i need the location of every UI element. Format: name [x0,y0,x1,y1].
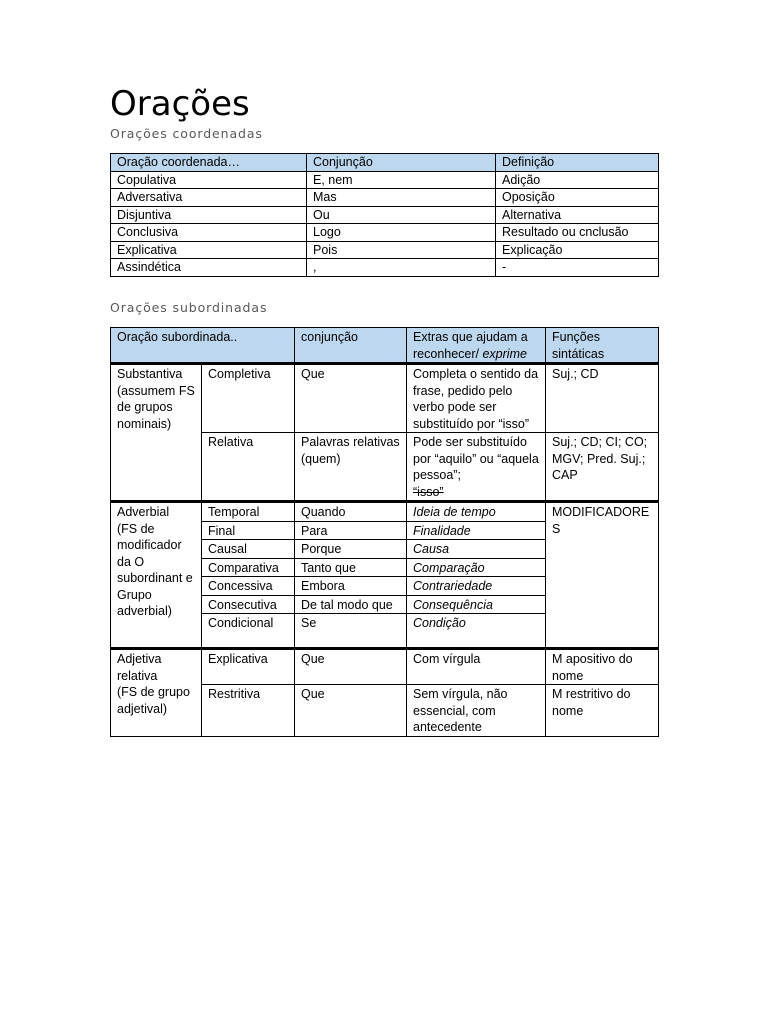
table-cell: E, nem [307,171,496,189]
table-cell: Para [295,521,407,540]
table-cell: Que [295,649,407,685]
table-row [111,171,659,189]
table-cell: Que [295,685,407,737]
table-cell: Que [295,364,407,433]
table-row [111,189,659,207]
table-cell: Condição [407,614,546,649]
table-cell: Palavras relativas (quem) [295,433,407,502]
table-cell: Logo [307,224,496,242]
table-cell: Explicativa [111,241,307,259]
table-cell: , [307,259,496,277]
table-cell: Final [202,521,295,540]
header-extras-text: Extras que ajudam a reconhecer/ [413,330,528,361]
table-cell: Sem vírgula, não essencial, com antecedente [407,685,546,737]
subordinadas-table [110,327,659,737]
table-cell: Consequência [407,595,546,614]
table-cell: Pois [307,241,496,259]
table-cell: Adição [496,171,659,189]
table-cell: Porque [295,540,407,559]
table-cell: Causa [407,540,546,559]
table-cell: M apositivo do nome [546,649,659,685]
header-extras-italic: exprime [482,346,527,361]
table-row [111,364,659,433]
group-line: (FS de modificador da O subordinant e [117,521,193,585]
table-cell: Alternativa [496,206,659,224]
table-cell: Finalidade [407,521,546,540]
header-cell: Oração subordinada.. [111,328,295,364]
group-cell-substantiva: Substantiva (assumem FS de grupos nominais) [111,364,202,502]
table-cell: Se [295,614,407,649]
header-cell: Funções sintáticas [546,328,659,364]
table-cell: Embora [295,577,407,596]
table-row [111,224,659,242]
header-cell: conjunção [295,328,407,364]
table-cell: Completa o sentido da frase, pedido pelo verbo pode ser substituído por “isso” [407,364,546,433]
table-row [111,206,659,224]
group-line: Grupo adverbial) [117,587,172,618]
table-cell: Explicativa [202,649,295,685]
table-cell: Relativa [202,433,295,502]
table-cell: Contrariedade [407,577,546,596]
table-row [111,259,659,277]
table-cell: Tanto que [295,558,407,577]
table-cell [407,433,546,502]
table-header-row [111,328,659,364]
table-cell: Concessiva [202,577,295,596]
table-cell: - [496,259,659,277]
table-cell: Conclusiva [111,224,307,242]
coordenadas-table [110,153,659,277]
table-cell: Quando [295,502,407,522]
table-cell: Explicação [496,241,659,259]
group-cell-adjetiva [111,649,202,737]
table-cell: Causal [202,540,295,559]
table-cell: Comparação [407,558,546,577]
table-cell: Com vírgula [407,649,546,685]
table-cell: Completiva [202,364,295,433]
section-subtitle-coordenadas: Orações coordenadas [110,126,263,141]
func-cell-adverbial: MODIFICADORE S [546,502,659,649]
table-cell: Temporal [202,502,295,522]
table-cell: Copulativa [111,171,307,189]
group-cell-adverbial [111,502,202,649]
table-cell: Assindética [111,259,307,277]
group-line: (FS de grupo adjetival) [117,685,190,716]
table-cell: Mas [307,189,496,207]
header-cell: Definição [496,154,659,172]
table-cell: Adversativa [111,189,307,207]
table-row [111,502,659,522]
table-cell: Suj.; CD; CI; CO; MGV; Pred. Suj.; CAP [546,433,659,502]
table-cell: Consecutiva [202,595,295,614]
table-cell: Oposição [496,189,659,207]
table-cell: Ideia de tempo [407,502,546,522]
table-cell: Resultado ou cnclusão [496,224,659,242]
table-cell: Ou [307,206,496,224]
table-cell: Comparativa [202,558,295,577]
extras-strikethrough: “isso” [413,484,444,499]
table-cell: De tal modo que [295,595,407,614]
extras-text: Pode ser substituído por “aquilo” ou “aquela pessoa”; [413,435,539,482]
group-line: Adjetiva relativa [117,652,162,683]
table-cell: Suj.; CD [546,364,659,433]
table-cell: Condicional [202,614,295,649]
header-cell: Conjunção [307,154,496,172]
table-cell: Disjuntiva [111,206,307,224]
table-cell: M restritivo do nome [546,685,659,737]
table-row [111,241,659,259]
table-row [111,649,659,685]
table-header-row [111,154,659,172]
page-title: Orações [110,84,250,124]
table-cell: Restritiva [202,685,295,737]
section-subtitle-subordinadas: Orações subordinadas [110,300,268,315]
group-line: Adverbial [117,505,170,519]
header-cell: Oração coordenada… [111,154,307,172]
header-cell [407,328,546,364]
